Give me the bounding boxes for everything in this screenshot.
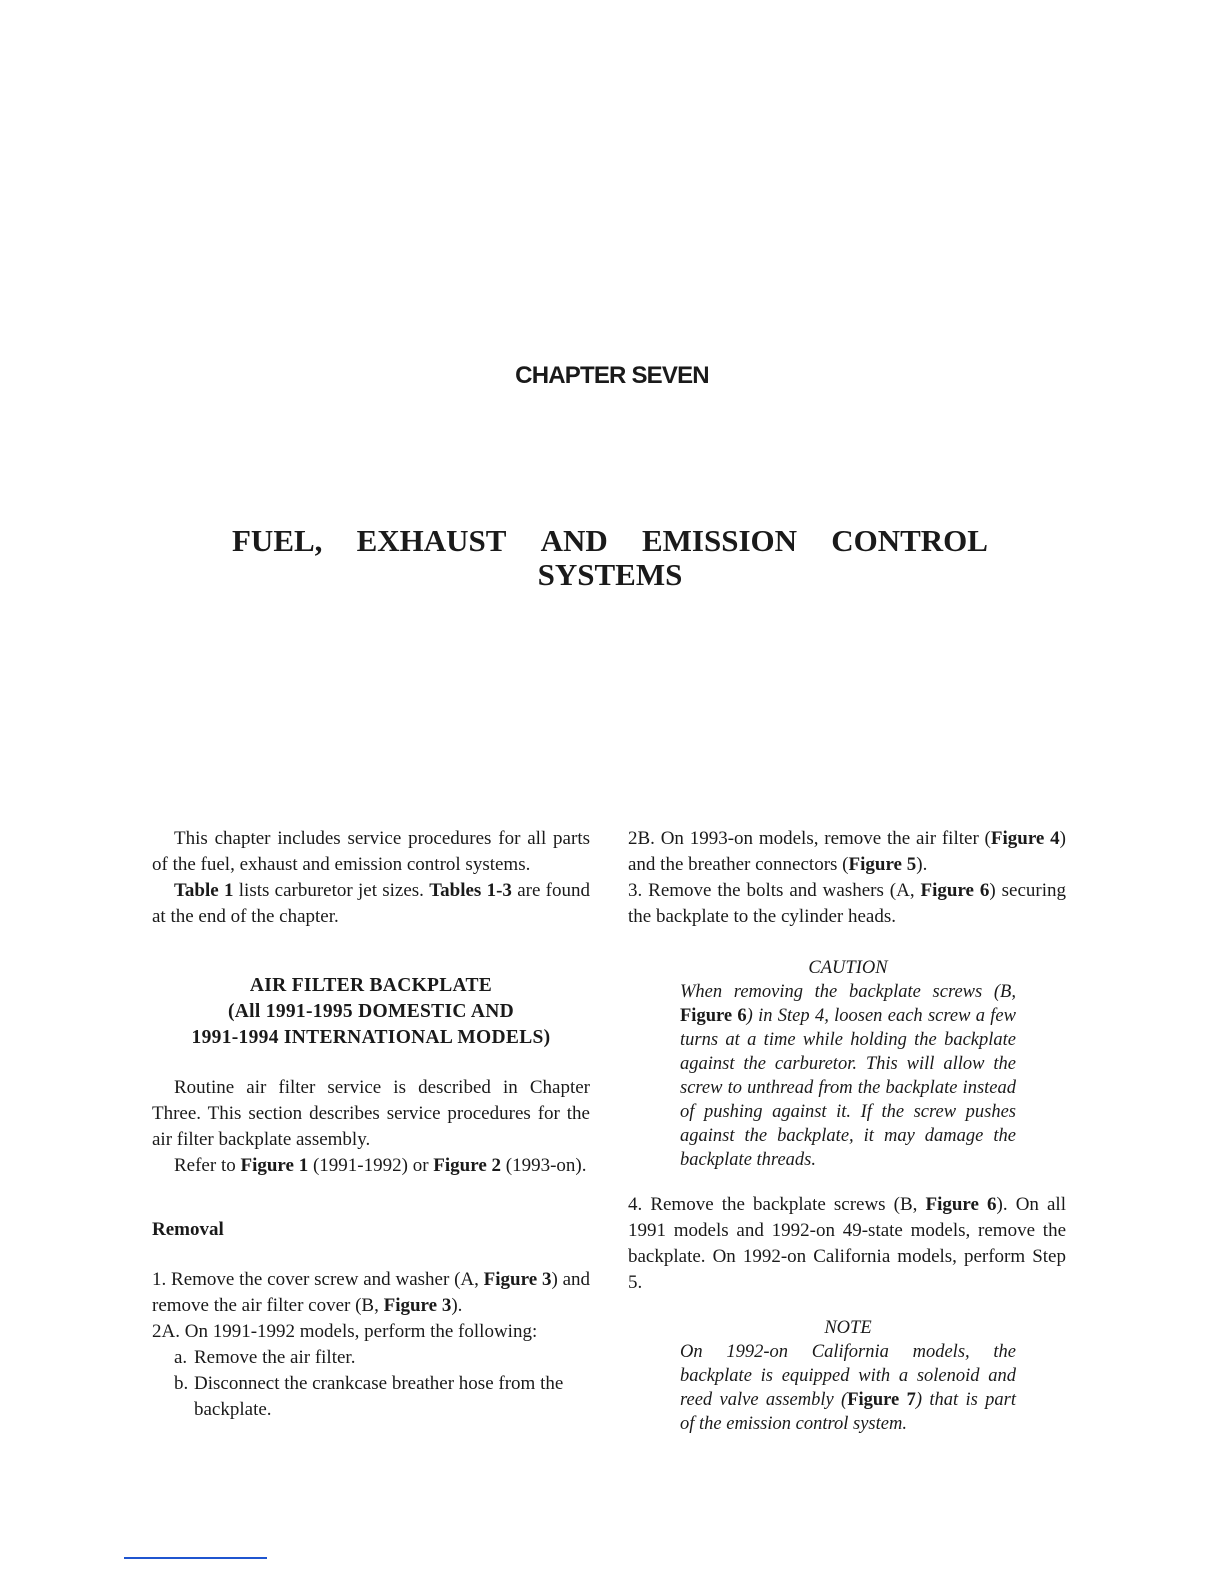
note-text	[680, 1340, 1016, 1436]
text-span: ). On all 1991 models and 1992-on 49-state models, remove the backplate. On 1992-on California models, perform Step 5.	[628, 1194, 1066, 1293]
figure-ref: Figure 3	[483, 1269, 552, 1290]
intro-paragraph: This chapter includes service procedures for all parts of the fuel, exhaust and emission control systems.	[152, 828, 590, 875]
figure-ref: Figure 6	[680, 1006, 747, 1026]
figure-ref: Figure 6	[925, 1194, 997, 1215]
title-line-1	[232, 524, 988, 558]
caution-box	[680, 956, 1016, 1172]
step-1	[152, 1267, 590, 1319]
note-box	[680, 1316, 1016, 1436]
caution-text	[680, 980, 1016, 1172]
caution-heading: CAUTION	[808, 958, 888, 978]
text-span: ) securing the backplate to the cylinder heads.	[628, 880, 1066, 927]
item-marker: b.	[174, 1373, 189, 1394]
figure-ref: Figure 4	[990, 828, 1060, 849]
title-word: EXHAUST	[356, 523, 507, 558]
text-span: ) and remove the air filter cover (B,	[152, 1269, 591, 1316]
text-span: ) that is part of the emission control system.	[680, 1390, 1016, 1434]
text-span: On 1992-on California models, the backplate is equipped with a solenoid and reed valve assembly (	[680, 1342, 1016, 1410]
text-span: ) in Step 4, loosen each screw a few turns at a time while holding the backplate against the carburetor. This will allow the screw to unthread from the backplate instead of pushing against it. If the screw pushes against the backplate, it may damage the backplate threads.	[680, 1006, 1016, 1170]
figure-reference-paragraph	[152, 1153, 590, 1179]
text-span: (1991-1992) or	[308, 1155, 434, 1176]
item-marker: a.	[174, 1347, 188, 1368]
figure-ref: Figure 3	[383, 1295, 452, 1316]
table-ref: Table 1	[174, 880, 234, 901]
section-heading-line: (All 1991-1995 DOMESTIC AND	[228, 1001, 514, 1022]
figure-ref: Figure 2	[433, 1155, 502, 1176]
figure-ref: Figure 5	[848, 854, 917, 875]
text-span: 2B. On 1993-on models, remove the air filter (	[628, 828, 991, 849]
right-column	[628, 826, 1066, 1436]
title-word: EMISSION	[642, 523, 798, 558]
step-2b	[628, 826, 1066, 878]
step-2a-item-b	[174, 1371, 590, 1423]
title-word: AND	[540, 523, 608, 558]
text-span: lists carburetor jet sizes.	[233, 880, 430, 901]
figure-ref: Figure 1	[240, 1155, 309, 1176]
chapter-title	[232, 524, 988, 592]
step-2a-item-a	[174, 1345, 590, 1371]
text-span: ).	[916, 854, 928, 875]
left-column	[152, 826, 590, 1423]
figure-ref: Figure 6	[920, 880, 990, 901]
text-span: ) and the breather connectors (	[628, 828, 1066, 875]
section-paragraph: Routine air filter service is described in Chapter Three. This section describes service procedures for the air filter backplate assembly.	[152, 1077, 590, 1150]
section-heading-line: AIR FILTER BACKPLATE	[249, 975, 493, 996]
text-span: are found at the end of the chapter.	[152, 880, 590, 927]
text-span: When removing the backplate screws (B,	[680, 982, 1016, 1002]
footer-rule	[124, 1557, 267, 1559]
text-span: Refer to	[174, 1155, 241, 1176]
section-heading	[152, 973, 590, 1051]
section-heading-line: 1991-1994 INTERNATIONAL MODELS)	[191, 1027, 551, 1048]
text-span: 1. Remove the cover screw and washer (A,	[152, 1269, 484, 1290]
note-heading: NOTE	[824, 1318, 872, 1338]
intro-tables-paragraph	[152, 878, 590, 930]
step-2a: 2A. On 1991-1992 models, perform the following:	[152, 1321, 538, 1342]
text-span: ).	[451, 1295, 463, 1316]
text-span: 3. Remove the bolts and washers (A,	[628, 880, 921, 901]
text-span: 4. Remove the backplate screws (B,	[628, 1194, 926, 1215]
removal-heading: Removal	[152, 1219, 224, 1240]
title-line-2: SYSTEMS	[537, 557, 683, 592]
tables-ref: Tables 1-3	[429, 880, 512, 901]
step-3	[628, 878, 1066, 930]
item-text: Disconnect the crankcase breather hose from the backplate.	[194, 1373, 564, 1420]
title-word: FUEL,	[232, 523, 323, 558]
item-text: Remove the air filter.	[194, 1347, 356, 1368]
chapter-label: CHAPTER SEVEN	[515, 362, 709, 389]
figure-ref: Figure 7	[847, 1390, 916, 1410]
text-span: (1993-on).	[501, 1155, 587, 1176]
title-word: CONTROL	[831, 523, 988, 558]
step-4	[628, 1192, 1066, 1296]
